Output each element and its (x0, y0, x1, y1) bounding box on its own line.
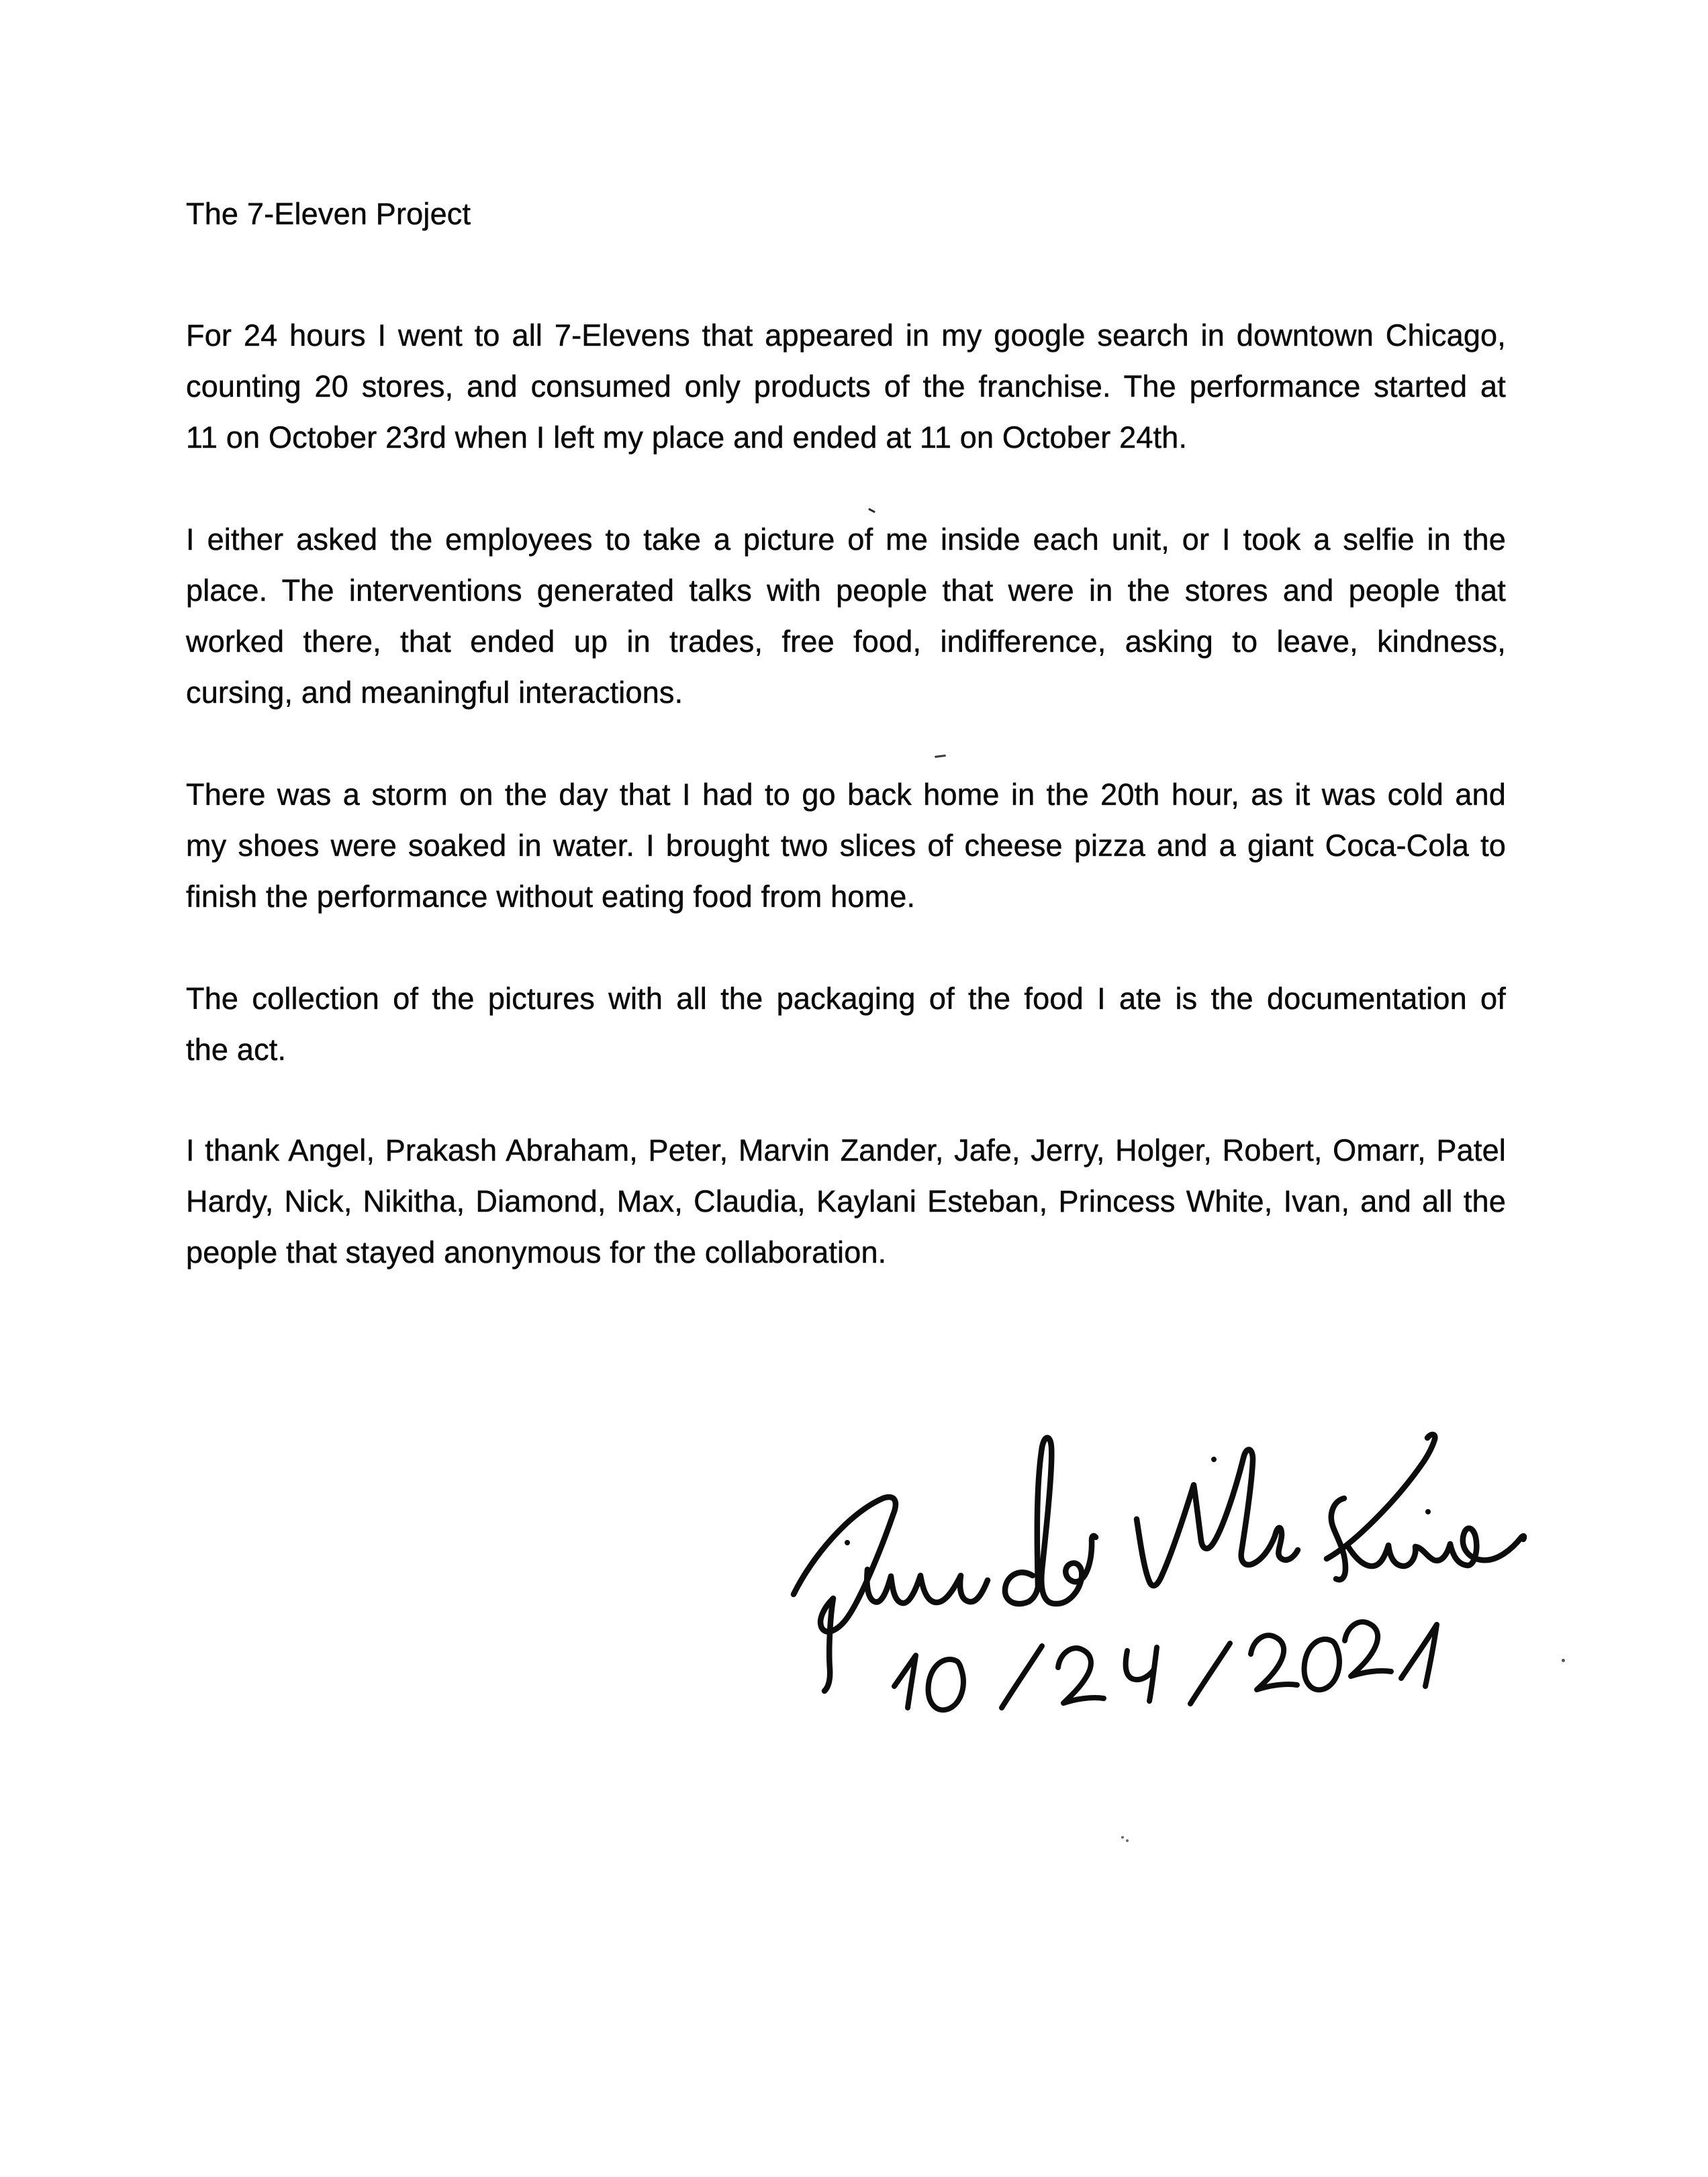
text-line: worked there, that ended up in trades, free food, indifference, asking to leave, kindness, (186, 624, 1506, 659)
text-line: 11 on October 23rd when I left my place and ended at 11 on October 24th. (186, 420, 1188, 454)
text-line: The collection of the pictures with all the packaging of the food I ate is the documentation of (186, 981, 1506, 1016)
signature-date-handwriting (894, 1622, 1437, 1710)
paragraph-interventions (186, 514, 1506, 718)
text-line: my shoes were soaked in water. I brought two slices of cheese pizza and a giant Coca-Cola to (186, 828, 1506, 863)
scan-artifact (1562, 1659, 1565, 1662)
text-line: For 24 hours I went to all 7-Elevens that appeared in my google search in downtown Chicago, (186, 318, 1506, 352)
text-line: finish the performance without eating food from home. (186, 879, 916, 914)
text-line: the act. (186, 1032, 287, 1067)
scan-artifact (1121, 1836, 1124, 1839)
paragraph-intro (186, 310, 1506, 463)
text-line: I either asked the employees to take a picture of me inside each unit, or I took a selfie in the (186, 522, 1506, 557)
scan-artifact (868, 508, 875, 514)
text-line: cursing, and meaningful interactions. (186, 675, 683, 710)
text-line: Hardy, Nick, Nikitha, Diamond, Max, Claudia, Kaylani Esteban, Princess White, Ivan, and all the (186, 1184, 1506, 1218)
text-line: There was a storm on the day that I had to go back home in the 20th hour, as it was cold and (186, 777, 1506, 812)
scan-artifact (1126, 1839, 1129, 1842)
paragraph-documentation (186, 973, 1506, 1075)
paragraph-thanks (186, 1125, 1506, 1278)
signature-block (765, 1383, 1598, 1772)
paragraph-storm (186, 769, 1506, 922)
text-line: counting 20 stores, and consumed only products of the franchise. The performance started at (186, 369, 1506, 403)
scan-artifact (935, 755, 946, 758)
text-line: place. The interventions generated talks with people that were in the stores and people that (186, 573, 1506, 608)
document-title: The 7-Eleven Project (186, 197, 471, 231)
text-line: I thank Angel, Prakash Abraham, Peter, Marvin Zander, Jafe, Jerry, Holger, Robert, Omarr, Patel (186, 1133, 1506, 1167)
text-line: people that stayed anonymous for the collaboration. (186, 1235, 887, 1269)
